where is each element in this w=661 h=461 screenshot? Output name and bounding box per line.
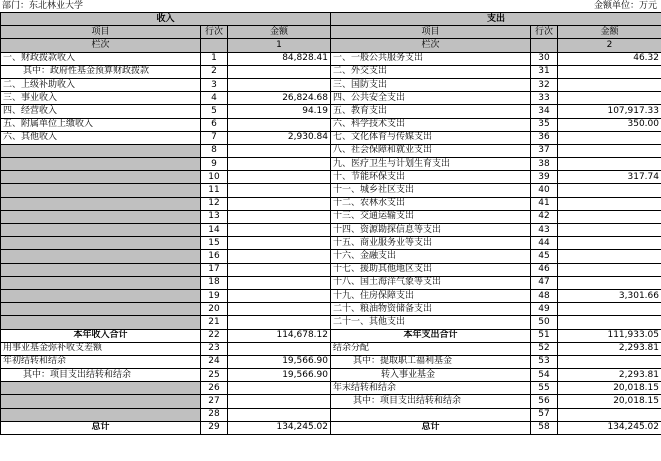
income-amount (228, 289, 331, 302)
income-amount (228, 382, 331, 395)
income-amount (228, 263, 331, 276)
income-amount (228, 237, 331, 250)
table-row (1, 118, 661, 131)
income-item-header: 项目 (1, 26, 201, 39)
income-line-no: 26 (201, 382, 228, 395)
expense-amount: 2,293.81 (558, 369, 661, 382)
expense-item: 十九、住房保障支出 (331, 289, 531, 302)
income-line-no: 12 (201, 197, 228, 210)
expense-amount (558, 92, 661, 105)
income-line-no: 14 (201, 224, 228, 237)
expense-grand-label: 总计 (331, 421, 531, 434)
expense-line-no: 39 (531, 171, 558, 184)
income-item (1, 171, 201, 184)
table-row (1, 78, 661, 91)
expense-line-no: 48 (531, 289, 558, 302)
income-item (1, 276, 201, 289)
expense-line-no: 46 (531, 263, 558, 276)
expense-amount: 317.74 (558, 171, 661, 184)
income-item: 三、事业收入 (1, 92, 201, 105)
expense-amount (558, 355, 661, 368)
expense-amount (558, 78, 661, 91)
income-amount: 26,824.68 (228, 92, 331, 105)
income-item (1, 303, 201, 316)
expense-amount (558, 158, 661, 171)
expense-amount: 20,018.15 (558, 395, 661, 408)
income-amount-header: 金额 (228, 26, 331, 39)
income-amount (228, 210, 331, 223)
income-amount (228, 78, 331, 91)
expense-grand-amount: 134,245.02 (558, 421, 661, 434)
income-line-no: 21 (201, 316, 228, 329)
income-line-no: 6 (201, 118, 228, 131)
expense-amount (558, 250, 661, 263)
totals-row (1, 329, 661, 342)
table-row (1, 144, 661, 157)
income-line-no: 5 (201, 105, 228, 118)
income-item (1, 197, 201, 210)
income-line-no: 9 (201, 158, 228, 171)
table-row (1, 395, 661, 408)
table-row (1, 210, 661, 223)
income-line-no: 24 (201, 355, 228, 368)
income-item: 五、附属单位上缴收入 (1, 118, 201, 131)
income-grand-amount: 134,245.02 (228, 421, 331, 434)
income-item (1, 382, 201, 395)
income-line-no: 4 (201, 92, 228, 105)
income-line-no: 28 (201, 408, 228, 421)
expense-amount (558, 263, 661, 276)
expense-line-header: 行次 (531, 26, 558, 39)
income-col-label: 栏次 (1, 39, 201, 52)
expense-item: 三、国防支出 (331, 78, 531, 91)
income-col-number: 1 (228, 39, 331, 52)
table-row (1, 250, 661, 263)
income-amount (228, 171, 331, 184)
table-row (1, 52, 661, 65)
department-label: 部门：东北林业大学 (2, 1, 84, 11)
income-amount (228, 224, 331, 237)
income-total-label: 本年收入合计 (1, 329, 201, 342)
expense-amount (558, 237, 661, 250)
expense-line-no: 42 (531, 210, 558, 223)
expense-item: 十八、国土海洋气象等支出 (331, 276, 531, 289)
expense-total-line: 51 (531, 329, 558, 342)
expense-item: 十一、城乡社区支出 (331, 184, 531, 197)
expense-amount: 20,018.15 (558, 382, 661, 395)
income-item (1, 184, 201, 197)
income-item: 六、其他收入 (1, 131, 201, 144)
table-row (1, 224, 661, 237)
income-line-no: 17 (201, 263, 228, 276)
expense-item: 二、外交支出 (331, 65, 531, 78)
table-row (1, 105, 661, 118)
expense-line-no: 52 (531, 342, 558, 355)
table-row (1, 369, 661, 382)
expense-section-title: 支出 (331, 13, 661, 26)
income-line-no: 16 (201, 250, 228, 263)
income-item: 年初结转和结余 (1, 355, 201, 368)
income-amount (228, 303, 331, 316)
table-row (1, 408, 661, 421)
report-header (0, 0, 661, 12)
expense-line-no: 49 (531, 303, 558, 316)
income-amount (228, 408, 331, 421)
expense-line-no: 57 (531, 408, 558, 421)
expense-line-no: 47 (531, 276, 558, 289)
income-item (1, 316, 201, 329)
expense-amount: 107,917.33 (558, 105, 661, 118)
table-row (1, 92, 661, 105)
income-item (1, 237, 201, 250)
expense-item: 五、教育支出 (331, 105, 531, 118)
expense-amount (558, 210, 661, 223)
expense-amount: 350.00 (558, 118, 661, 131)
income-amount (228, 316, 331, 329)
expense-amount (558, 224, 661, 237)
expense-line-no: 32 (531, 78, 558, 91)
income-amount: 19,566.90 (228, 369, 331, 382)
income-amount: 19,566.90 (228, 355, 331, 368)
expense-item: 二十一、其他支出 (331, 316, 531, 329)
expense-line-no: 38 (531, 158, 558, 171)
income-section-title: 收入 (1, 13, 331, 26)
column-header-row (1, 26, 661, 39)
expense-item: 十、节能环保支出 (331, 171, 531, 184)
table-row (1, 355, 661, 368)
income-amount: 2,930.84 (228, 131, 331, 144)
income-amount (228, 184, 331, 197)
income-amount: 84,828.41 (228, 52, 331, 65)
expense-item: 四、公共安全支出 (331, 92, 531, 105)
expense-line-no: 50 (531, 316, 558, 329)
table-row (1, 184, 661, 197)
table-row (1, 316, 661, 329)
income-line-no: 19 (201, 289, 228, 302)
expense-amount (558, 184, 661, 197)
expense-item: 十二、农林水支出 (331, 197, 531, 210)
income-expense-table (0, 12, 661, 435)
expense-item: 其中：项目支出结转和结余 (331, 395, 531, 408)
expense-item: 十七、援助其他地区支出 (331, 263, 531, 276)
expense-line-no: 36 (531, 131, 558, 144)
income-item (1, 408, 201, 421)
table-row (1, 289, 661, 302)
income-item: 其中：政府性基金预算财政拨款 (1, 65, 201, 78)
income-amount (228, 197, 331, 210)
expense-col-number: 2 (558, 39, 661, 52)
income-item (1, 250, 201, 263)
income-amount (228, 65, 331, 78)
expense-line-no: 41 (531, 197, 558, 210)
income-line-no: 8 (201, 144, 228, 157)
income-line-no: 20 (201, 303, 228, 316)
expense-item: 七、文化体育与传媒支出 (331, 131, 531, 144)
income-line-no: 7 (201, 131, 228, 144)
income-total-line: 22 (201, 329, 228, 342)
expense-item: 转入事业基金 (331, 369, 531, 382)
expense-grand-line: 58 (531, 421, 558, 434)
table-row (1, 303, 661, 316)
income-item (1, 158, 201, 171)
income-item: 二、上级补助收入 (1, 78, 201, 91)
income-item (1, 263, 201, 276)
expense-item (331, 408, 531, 421)
income-line-no: 15 (201, 237, 228, 250)
income-line-no: 23 (201, 342, 228, 355)
income-amount (228, 158, 331, 171)
table-row (1, 263, 661, 276)
expense-item-header: 项目 (331, 26, 531, 39)
expense-item: 年末结转和结余 (331, 382, 531, 395)
expense-col-label: 栏次 (331, 39, 531, 52)
income-amount: 94.19 (228, 105, 331, 118)
income-line-no: 10 (201, 171, 228, 184)
expense-line-no: 53 (531, 355, 558, 368)
income-amount (228, 144, 331, 157)
income-item (1, 224, 201, 237)
expense-item: 九、医疗卫生与计划生育支出 (331, 158, 531, 171)
expense-line-no: 43 (531, 224, 558, 237)
expense-amount (558, 65, 661, 78)
income-total-amount: 114,678.12 (228, 329, 331, 342)
table-row (1, 65, 661, 78)
income-item: 用事业基金弥补收支差额 (1, 342, 201, 355)
income-item: 四、经营收入 (1, 105, 201, 118)
expense-item: 结余分配 (331, 342, 531, 355)
expense-item: 一、一般公共服务支出 (331, 52, 531, 65)
income-item: 其中：项目支出结转和结余 (1, 369, 201, 382)
column-label-row (1, 39, 661, 52)
income-line-no: 1 (201, 52, 228, 65)
expense-amount: 2,293.81 (558, 342, 661, 355)
income-line-header: 行次 (201, 26, 228, 39)
expense-line-no: 56 (531, 395, 558, 408)
expense-item: 六、科学技术支出 (331, 118, 531, 131)
income-amount (228, 342, 331, 355)
expense-amount: 3,301.66 (558, 289, 661, 302)
income-line-no: 13 (201, 210, 228, 223)
expense-line-no: 44 (531, 237, 558, 250)
income-grand-line: 29 (201, 421, 228, 434)
expense-line-no: 45 (531, 250, 558, 263)
income-line-no: 11 (201, 184, 228, 197)
expense-line-no: 55 (531, 382, 558, 395)
expense-amount (558, 197, 661, 210)
section-header-row (1, 13, 661, 26)
table-row (1, 342, 661, 355)
table-row (1, 131, 661, 144)
expense-item: 十五、商业服务业等支出 (331, 237, 531, 250)
expense-amount (558, 408, 661, 421)
expense-amount (558, 303, 661, 316)
expense-line-no: 30 (531, 52, 558, 65)
expense-line-no: 40 (531, 184, 558, 197)
income-line-no: 3 (201, 78, 228, 91)
income-item (1, 289, 201, 302)
table-row (1, 382, 661, 395)
income-amount (228, 395, 331, 408)
income-line-no: 2 (201, 65, 228, 78)
income-item (1, 210, 201, 223)
income-line-no: 18 (201, 276, 228, 289)
expense-item: 十三、交通运输支出 (331, 210, 531, 223)
income-grand-label: 总计 (1, 421, 201, 434)
expense-line-no: 31 (531, 65, 558, 78)
expense-item: 八、社会保障和就业支出 (331, 144, 531, 157)
income-amount (228, 250, 331, 263)
expense-amount-header: 金额 (558, 26, 661, 39)
table-row (1, 197, 661, 210)
expense-col-line-blank (531, 39, 558, 52)
expense-total-label: 本年支出合计 (331, 329, 531, 342)
income-col-line-blank (201, 39, 228, 52)
grand-total-row (1, 421, 661, 434)
expense-amount (558, 276, 661, 289)
income-amount (228, 276, 331, 289)
income-line-no: 27 (201, 395, 228, 408)
expense-item: 十四、资源勘探信息等支出 (331, 224, 531, 237)
expense-item: 其中：提取职工福利基金 (331, 355, 531, 368)
expense-amount: 46.32 (558, 52, 661, 65)
expense-item: 二十、粮油物资储备支出 (331, 303, 531, 316)
expense-line-no: 34 (531, 105, 558, 118)
income-item: 一、财政拨款收入 (1, 52, 201, 65)
expense-line-no: 33 (531, 92, 558, 105)
expense-amount (558, 144, 661, 157)
table-row (1, 237, 661, 250)
expense-item: 十六、金融支出 (331, 250, 531, 263)
expense-line-no: 37 (531, 144, 558, 157)
table-row (1, 171, 661, 184)
expense-amount (558, 131, 661, 144)
income-item (1, 144, 201, 157)
expense-amount (558, 316, 661, 329)
unit-label: 金额单位：万元 (593, 1, 657, 11)
table-row (1, 276, 661, 289)
expense-total-amount: 111,933.05 (558, 329, 661, 342)
income-line-no: 25 (201, 369, 228, 382)
table-row (1, 158, 661, 171)
income-amount (228, 118, 331, 131)
expense-line-no: 35 (531, 118, 558, 131)
income-item (1, 395, 201, 408)
expense-line-no: 54 (531, 369, 558, 382)
